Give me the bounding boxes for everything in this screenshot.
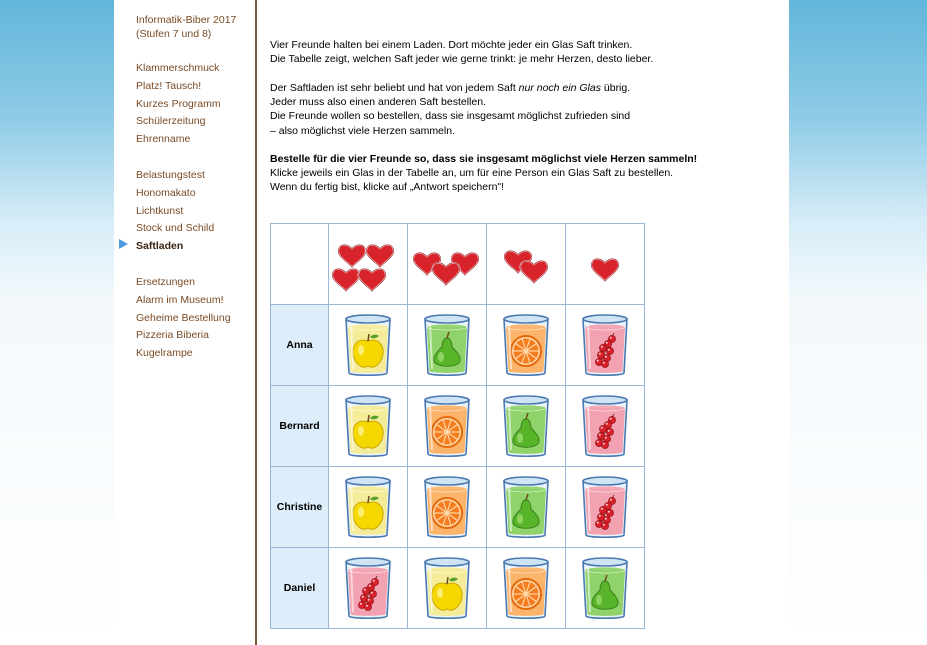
instruction-line: Klicke jeweils ein Glas in der Tabelle an, um für eine Person ein Glas Saft zu bestellen. — [270, 167, 674, 180]
intro-line: Vier Freunde halten bei einem Laden. Dort möchte jeder ein Glas Saft trinken. — [270, 39, 633, 51]
glass-cell[interactable] — [329, 386, 408, 467]
apple-juice-glass-icon[interactable] — [337, 473, 399, 541]
heart-cell — [329, 224, 408, 305]
rules-paragraph — [270, 81, 770, 138]
hearts-icon — [567, 234, 643, 294]
instruction-paragraph — [270, 152, 770, 195]
glass-cell[interactable] — [487, 386, 566, 467]
nav-group-1 — [136, 60, 221, 149]
sidebar-heading-line2: (Stufen 7 und 8) — [136, 28, 212, 40]
glass-cell[interactable] — [329, 548, 408, 629]
nav-item[interactable]: Klammerschmuck — [136, 62, 220, 74]
heart-cell — [566, 224, 645, 305]
sidebar — [114, 0, 257, 433]
rules-line: Jeder muss also einen anderen Saft bestellen. — [270, 96, 486, 109]
glass-cell[interactable] — [329, 305, 408, 386]
currant-juice-glass-icon[interactable] — [574, 473, 636, 541]
nav-item[interactable]: Platz! Tausch! — [136, 79, 202, 92]
rules-line: – also möglichst viele Herzen sammeln. — [270, 124, 455, 137]
nav-item[interactable]: Lichtkunst — [136, 204, 184, 217]
sidebar-heading-line1: Informatik-Biber 2017 — [136, 14, 237, 26]
active-arrow-icon — [119, 239, 128, 249]
orange-juice-glass-icon[interactable] — [495, 311, 557, 379]
sidebar-divider — [255, 433, 257, 645]
instruction-line: Wenn du fertig bist, klicke auf „Antwort speichern"! — [270, 181, 505, 194]
currant-juice-glass-icon[interactable] — [337, 554, 399, 622]
currant-juice-glass-icon[interactable] — [574, 392, 636, 460]
pear-juice-glass-icon[interactable] — [416, 311, 478, 379]
nav-item[interactable]: Schülerzeitung — [136, 115, 206, 128]
heart-header-row — [271, 224, 645, 305]
orange-juice-glass-icon[interactable] — [416, 392, 478, 460]
table-row — [271, 386, 645, 467]
nav-item[interactable]: Geheime Bestellung — [136, 311, 231, 324]
glass-cell[interactable] — [566, 305, 645, 386]
person-name: Daniel — [271, 548, 329, 629]
table-row — [271, 548, 645, 629]
pear-juice-glass-icon[interactable] — [574, 554, 636, 622]
intro-paragraph — [270, 38, 770, 66]
pear-juice-glass-icon[interactable] — [495, 473, 557, 541]
rules-line: Die Freunde wollen so bestellen, dass sie insgesamt möglichst zufrieden sind — [270, 110, 631, 123]
rules-emphasis: nur noch ein Glas — [518, 82, 601, 94]
glass-cell[interactable] — [487, 305, 566, 386]
orange-juice-glass-icon[interactable] — [416, 473, 478, 541]
nav-item[interactable]: Alarm im Museum! — [136, 293, 224, 306]
nav-item[interactable]: Ersetzungen — [136, 276, 195, 288]
nav-group-2 — [136, 167, 214, 256]
glass-cell[interactable] — [408, 386, 487, 467]
nav-item[interactable]: Pizzeria Biberia — [136, 329, 209, 342]
heart-cell — [408, 224, 487, 305]
nav-item[interactable]: Belastungstest — [136, 169, 205, 181]
person-name: Christine — [271, 467, 329, 548]
glass-cell[interactable] — [566, 548, 645, 629]
glass-cell[interactable] — [329, 467, 408, 548]
intro-line: Die Tabelle zeigt, welchen Saft jeder wie gerne trinkt: je mehr Herzen, desto lieber. — [270, 53, 654, 66]
pear-juice-glass-icon[interactable] — [495, 392, 557, 460]
table-row — [271, 305, 645, 386]
apple-juice-glass-icon[interactable] — [337, 392, 399, 460]
apple-juice-glass-icon[interactable] — [416, 554, 478, 622]
nav-item[interactable]: Stock und Schild — [136, 222, 215, 235]
corner-cell — [271, 224, 329, 305]
glass-cell[interactable] — [408, 467, 487, 548]
orange-juice-glass-icon[interactable] — [495, 554, 557, 622]
nav-item[interactable]: Honomakato — [136, 186, 196, 199]
table-row — [271, 467, 645, 548]
page — [114, 0, 789, 645]
person-name: Bernard — [271, 386, 329, 467]
nav-item[interactable]: Ehrenname — [136, 133, 191, 146]
currant-juice-glass-icon[interactable] — [574, 311, 636, 379]
nav-group-3 — [136, 274, 231, 363]
hearts-icon — [409, 234, 485, 294]
juice-table — [270, 223, 645, 629]
glass-cell[interactable] — [566, 467, 645, 548]
nav-item-active[interactable]: Saftladen — [136, 240, 184, 253]
glass-cell[interactable] — [408, 305, 487, 386]
glass-cell[interactable] — [487, 467, 566, 548]
instruction-heading: Bestelle für die vier Freunde so, dass sie insgesamt möglichst viele Herzen sammeln! — [270, 153, 698, 165]
rules-text: Der Saftladen ist sehr beliebt und hat von jedem Saft — [270, 82, 519, 94]
hearts-icon — [330, 234, 406, 294]
rules-text: übrig. — [600, 82, 631, 94]
glass-cell[interactable] — [408, 548, 487, 629]
glass-cell[interactable] — [487, 548, 566, 629]
person-name: Anna — [271, 305, 329, 386]
nav-item[interactable]: Kurzes Programm — [136, 97, 221, 110]
sidebar-heading[interactable] — [136, 13, 236, 41]
nav-item[interactable]: Kugelrampe — [136, 347, 193, 360]
heart-cell — [487, 224, 566, 305]
hearts-icon — [488, 234, 564, 294]
apple-juice-glass-icon[interactable] — [337, 311, 399, 379]
glass-cell[interactable] — [566, 386, 645, 467]
